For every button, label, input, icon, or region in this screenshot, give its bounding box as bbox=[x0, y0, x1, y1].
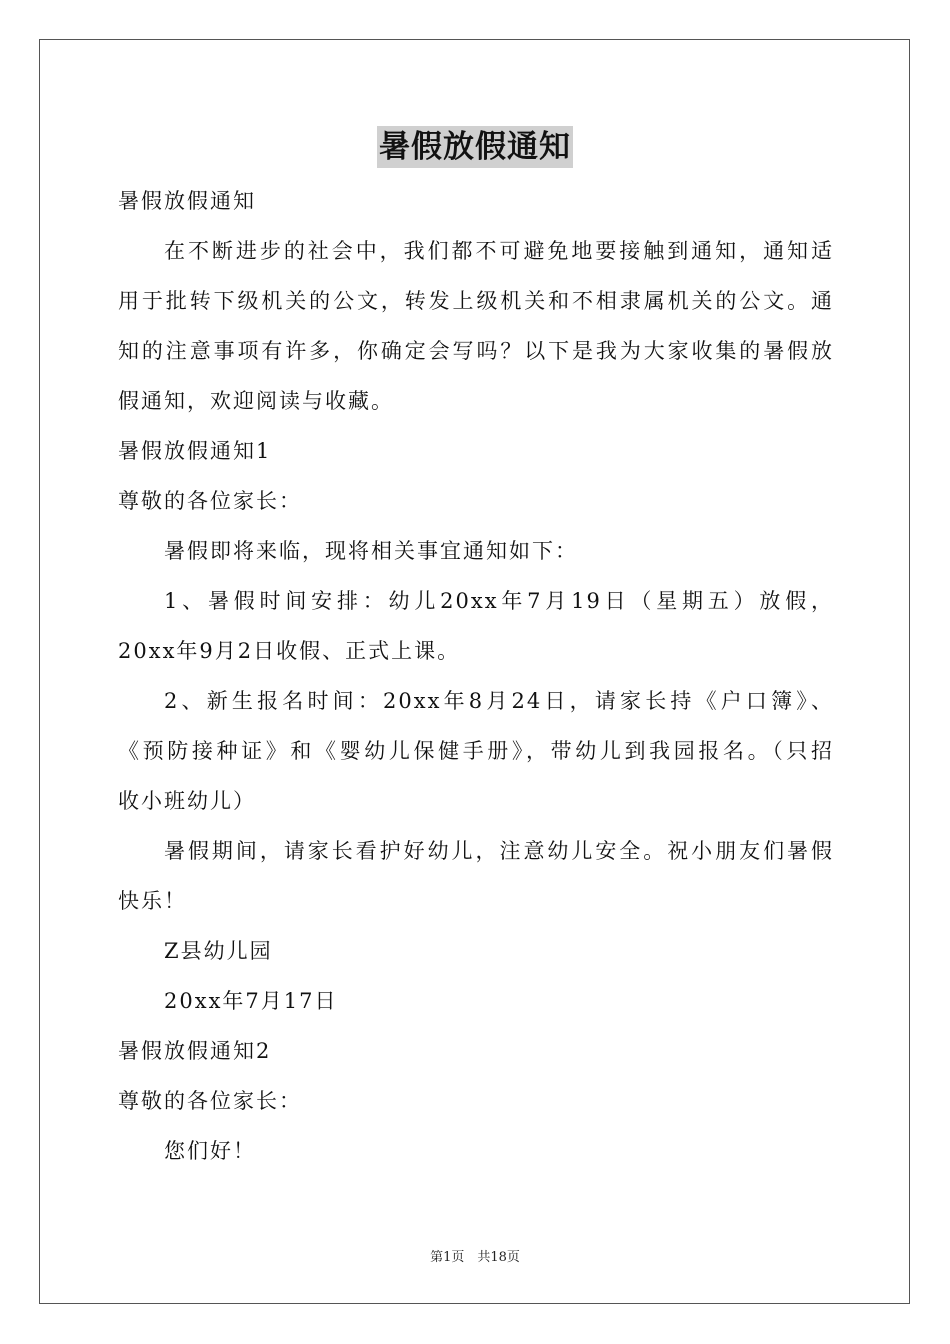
text-line: 暑假即将来临，现将相关事宜通知如下： bbox=[164, 539, 578, 563]
text-line: 暑假放假通知2 bbox=[118, 1039, 272, 1063]
text-line: 20xx年9月2日收假、正式上课。 bbox=[118, 639, 461, 663]
text-line: 《预防接种证》和《婴幼儿保健手册》，带幼儿到我园报名。（只招 bbox=[118, 739, 834, 763]
text-line: 2、新生报名时间：20xx年8月24日，请家长持《户口簿》、 bbox=[164, 689, 834, 713]
text-line: 尊敬的各位家长： bbox=[118, 489, 302, 513]
text-line: 假通知，欢迎阅读与收藏。 bbox=[118, 389, 394, 413]
text-line: 知的注意事项有许多，你确定会写吗？以下是我为大家收集的暑假放 bbox=[118, 339, 834, 363]
text-line: 快乐！ bbox=[118, 889, 187, 913]
text-line: 20xx年7月17日 bbox=[164, 989, 338, 1013]
title-area bbox=[0, 126, 950, 168]
text-line: 1、暑假时间安排：幼儿20xx年7月19日（星期五）放假， bbox=[164, 589, 834, 613]
text-line: 在不断进步的社会中，我们都不可避免地要接触到通知，通知适 bbox=[164, 239, 834, 263]
document-title: 暑假放假通知 bbox=[377, 126, 573, 168]
text-line: 用于批转下级机关的公文，转发上级机关和不相隶属机关的公文。通 bbox=[118, 289, 834, 313]
text-line: 暑假放假通知 bbox=[118, 189, 256, 213]
text-line: 尊敬的各位家长： bbox=[118, 1089, 302, 1113]
document-body bbox=[118, 176, 834, 1176]
text-line: Z县幼儿园 bbox=[164, 939, 273, 963]
text-line: 暑假期间，请家长看护好幼儿，注意幼儿安全。祝小朋友们暑假 bbox=[164, 839, 834, 863]
page-footer: 第1页 共18页 bbox=[430, 1250, 520, 1265]
text-line: 收小班幼儿） bbox=[118, 789, 256, 813]
text-line: 您们好！ bbox=[164, 1139, 256, 1163]
text-line: 暑假放假通知1 bbox=[118, 439, 272, 463]
